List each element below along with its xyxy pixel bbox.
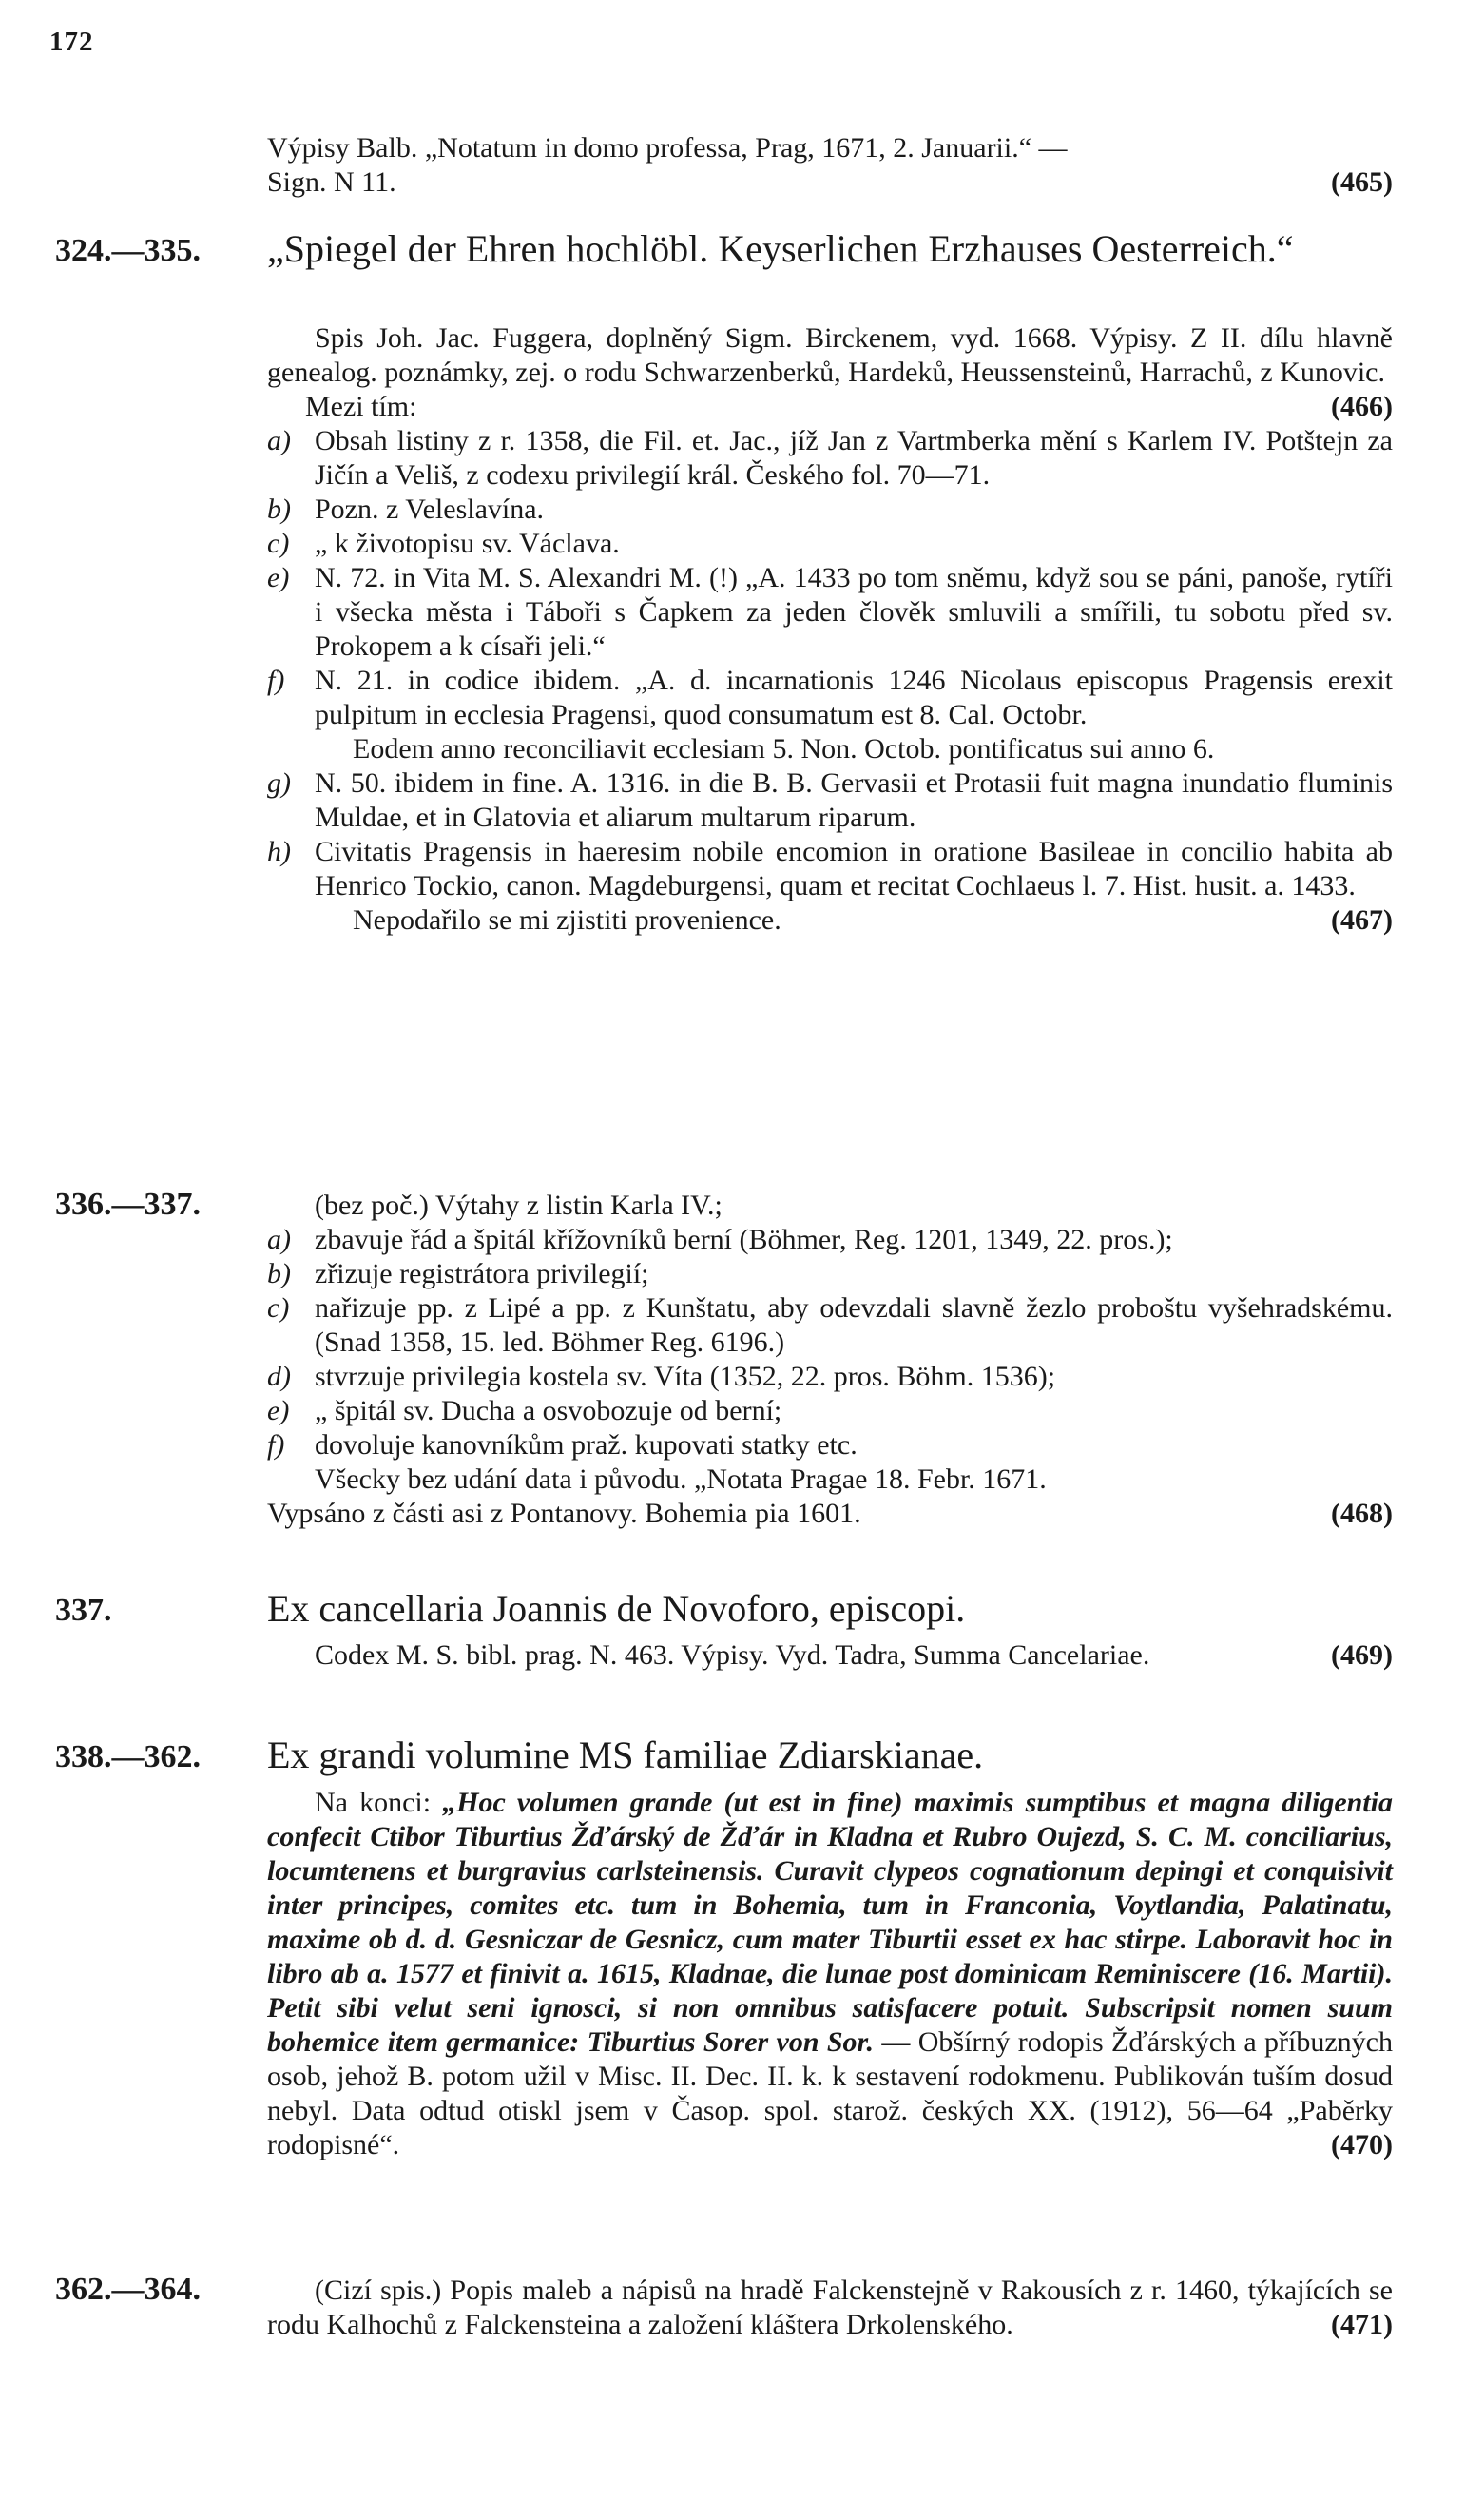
- entry-body: [267, 2274, 1393, 2342]
- subheading: Mezi tím:: [305, 391, 417, 422]
- list-item: [267, 732, 1393, 766]
- entry-lead: Na konci:: [315, 1787, 432, 1818]
- item-label: e): [267, 1395, 290, 1426]
- catalog-ref: (466): [1331, 391, 1393, 422]
- list-item: [267, 1428, 1393, 1462]
- entry-body: [267, 1786, 1393, 2162]
- catalog-ref: (471): [1331, 2309, 1393, 2340]
- item-text: zbavuje řád a špitál křížovníků berní (Böhmer, Reg. 1201, 1349, 22. pros.);: [315, 1224, 1173, 1255]
- item-text: N. 21. in codice ibidem. „A. d. incarnationis 1246 Nicolaus episcopus Pragensis erexit pulpitum in ecclesia Pragensi, quod consumatum est 8. Cal. Octobr.: [315, 665, 1393, 730]
- entry-text: [267, 1638, 1393, 1673]
- list-item: [267, 1291, 1393, 1360]
- entry-number: 337.: [55, 1593, 112, 1628]
- catalog-ref: (467): [1331, 904, 1393, 936]
- item-text: zřizuje registrátora privilegií;: [315, 1258, 649, 1289]
- entry-closing-text: Vypsáno z části asi z Pontanovy. Bohemia pia 1601.: [267, 1498, 861, 1529]
- entry-number: 362.—364.: [55, 2272, 201, 2307]
- item-text: Obsah listiny z r. 1358, die Fil. et. Jac., jíž Jan z Vartmberka mění s Karlem IV. Potštejn za Jičín a Veliš, z codexu privilegií král. Českého fol. 70—71.: [315, 425, 1393, 491]
- entry-closing: [267, 1497, 1393, 1531]
- entry-title: „Spiegel der Ehren hochlöbl. Keyserlichen Erzhauses Oesterreich.“: [267, 227, 1294, 270]
- item-text: „ špitál sv. Ducha a osvobozuje od berní;: [315, 1395, 782, 1426]
- page-number: 172: [49, 27, 94, 57]
- list-item: [267, 561, 1393, 664]
- entry-rest: — Obšírný rodopis Žďárských a příbuzných osob, jehož B. potom užil v Misc. II. Dec. II. k. k sestavení rodokmenu. Publikován tuším dosud nebyl. Data odtud otiskl jsem v Časop. spol. starož. českých XX. (1912), 56—64 „Paběrky rodopisné“.: [267, 2026, 1393, 2160]
- entry-intro: (bez poč.) Výtahy z listin Karla IV.;: [315, 1190, 723, 1221]
- list-item: [267, 493, 1393, 527]
- item-text: N. 50. ibidem in fine. A. 1316. in die B. B. Gervasii et Protasii fuit magna inundatio fluminis Muldae, et in Glatovia et aliarum multarum riparum.: [315, 767, 1393, 833]
- list-item: [267, 835, 1393, 903]
- item-text: Civitatis Pragensis in haeresim nobile encomion in oratione Basileae in concilio habita ab Henrico Tockio, canon. Magdeburgensi, quam et recitat Cochlaeus l. 7. Hist. husit. a. 1433.: [315, 836, 1393, 901]
- entry-body: [267, 1638, 1393, 1673]
- item-label: f): [267, 665, 285, 696]
- entry-title: Ex grandi volumine MS familiae Zdiarskianae.: [267, 1734, 984, 1776]
- item-text: N. 72. in Vita M. S. Alexandri M. (!) „A. 1433 po tom sněmu, když sou se páni, panoše, rytíři i všecka města i Táboři s Čapkem za jeden člověk smluvili a smířili, tu sobotu před sv. Prokopem a k císaři jeli.“: [315, 562, 1393, 662]
- item-text: stvrzuje privilegia kostela sv. Víta (1352, 22. pros. Böhm. 1536);: [315, 1361, 1056, 1392]
- item-label: d): [267, 1361, 291, 1392]
- item-label: c): [267, 1292, 290, 1324]
- entry-text-content: (Cizí spis.) Popis maleb a nápisů na hradě Falckenstejně v Rakousích z r. 1460, týkajících se rodu Kalhochů z Falckensteina a založení kláštera Drkolenského.: [267, 2275, 1393, 2340]
- item-label: h): [267, 836, 291, 867]
- entry-text: [267, 2274, 1393, 2342]
- list-item: [267, 1360, 1393, 1394]
- list-item: [267, 1223, 1393, 1257]
- list-item: [267, 527, 1393, 561]
- entry-text: [267, 1786, 1393, 2162]
- catalog-ref: (468): [1331, 1498, 1393, 1529]
- item-text: „ k životopisu sv. Václava.: [315, 528, 620, 559]
- item-label: f): [267, 1429, 285, 1461]
- item-label: a): [267, 1224, 291, 1255]
- item-label: b): [267, 494, 291, 525]
- item-label: e): [267, 562, 290, 593]
- entry-intro-text: Spis Joh. Jac. Fuggera, doplněný Sigm. Birckenem, vyd. 1668. Výpisy. Z II. dílu hlavně genealog. poznámky, zej. o rodu Schwarzenberků, Hardeků, Heussensteinů, Harrachů, z Kunovic.: [267, 322, 1393, 388]
- item-label: a): [267, 425, 291, 456]
- continuation-line-2-text: Sign. N 11.: [267, 166, 396, 198]
- entry-number: 324.—335.: [55, 233, 201, 268]
- list-item: [267, 664, 1393, 732]
- entry-body: [267, 321, 1393, 938]
- entry-continuation: [267, 131, 1393, 200]
- continuation-line-2: [267, 165, 1393, 200]
- item-text: nařizuje pp. z Lipé a pp. z Kunštatu, aby odevzdali slavně žezlo proboštu vyšehradskému. (Snad 1358, 15. led. Böhmer Reg. 6196.): [315, 1292, 1393, 1358]
- entry-closing: Všecky bez udání data i původu. „Notata Pragae 18. Febr. 1671.: [315, 1463, 1047, 1495]
- item-label: c): [267, 528, 290, 559]
- list-item: [267, 1394, 1393, 1428]
- item-label: g): [267, 767, 291, 799]
- entry-number: 336.—337.: [55, 1187, 201, 1222]
- entry-number: 338.—362.: [55, 1739, 201, 1774]
- list-item: [267, 766, 1393, 835]
- item-text: Eodem anno reconciliavit ecclesiam 5. Non. Octob. pontificatus sui anno 6.: [353, 733, 1215, 765]
- catalog-ref: (465): [1331, 166, 1393, 198]
- item-text: dovoluje kanovníkům praž. kupovati statky etc.: [315, 1429, 858, 1461]
- entry-quote: „Hoc volumen grande (ut est in fine) maximis sumptibus et magna diligentia confecit Ctibor Tiburtius Žďárský de Žďár in Kladna et Rubro Oujezd, S. C. M. conciliarius, locumtenens et burgravius carlsteinensis. Curavit clypeos cognationum depingi et conquisivit inter principes, comites etc. tum in Bohemia, tum in Franconia, Voytlandia, Palatinatu, maxime ob d. d. Gesniczar de Gesnicz, cum mater Tiburtii esset ex hac stirpe. Laboravit hoc in libro ab a. 1577 et finivit a. 1615, Kladnae, die lunae post dominicam Reminiscere (16. Martii). Petit sibi velut seni ignosci, si non omnibus satisfacere potuit. Subscripsit nomen suum bohemice item germanice: Tiburtius Sorer von Sor.: [267, 1787, 1394, 2058]
- list-item: [267, 1257, 1393, 1291]
- catalog-ref: (470): [1331, 2129, 1393, 2160]
- item-text: Pozn. z Veleslavína.: [315, 494, 545, 525]
- entry-title: Ex cancellaria Joannis de Novoforo, episcopi.: [267, 1587, 966, 1630]
- continuation-line-1: Výpisy Balb. „Notatum in domo professa, Prag, 1671, 2. Januarii.“ —: [267, 132, 1068, 164]
- list-item: [267, 424, 1393, 493]
- entry-body: [267, 1189, 1393, 1531]
- catalog-ref: (469): [1331, 1639, 1393, 1671]
- entry-closing: [267, 903, 1393, 938]
- entry-text-content: Codex M. S. bibl. prag. N. 463. Výpisy. Vyd. Tadra, Summa Cancelariae.: [315, 1639, 1150, 1671]
- item-label: b): [267, 1258, 291, 1289]
- entry-closing-text: Nepodařilo se mi zjistiti provenience.: [353, 904, 781, 936]
